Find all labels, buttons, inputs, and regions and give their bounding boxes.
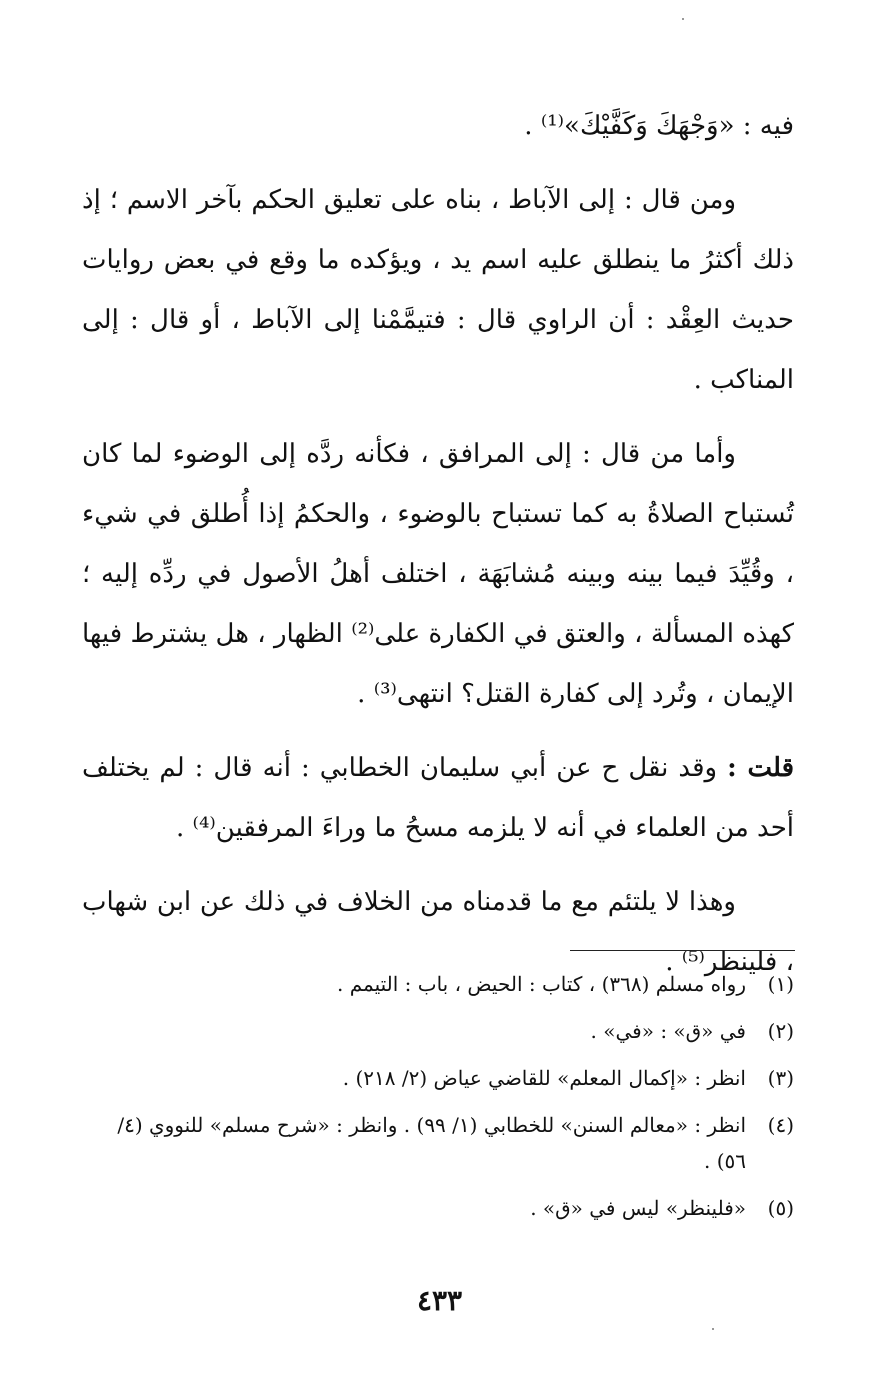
paragraph-1: فيه : «وَجْهَكَ وَكَفَّيْكَ»⁽¹⁾ . [524, 111, 794, 141]
page-number: ٤٣٣ [416, 1284, 463, 1317]
scan-speck [682, 18, 684, 20]
paragraph-4-text: وقد نقل ح عن أبي سليمان الخطابي : أنه قال : لم يختلف أحد من العلماء في أنه لا يلزمه مسحُ ما وراءَ المرفقين⁽⁴⁾ . [82, 753, 794, 843]
footnote-item [82, 1013, 794, 1049]
footnote-text: «فلينظر» ليس في «ق» . [530, 1196, 746, 1220]
footnote-item [82, 1060, 794, 1096]
footnote-number: (٣) [767, 1066, 794, 1090]
footnote-number: (٥) [767, 1196, 794, 1220]
footnote-item [82, 966, 794, 1002]
footnote-text: في «ق» : «في» . [590, 1019, 746, 1043]
footnote-number: (٢) [767, 1019, 794, 1043]
footnote-text: انظر : «إكمال المعلم» للقاضي عياض (٢/ ٢١٨) . [342, 1066, 746, 1090]
scan-speck [712, 1328, 714, 1330]
footnote-number: (١) [767, 972, 794, 996]
footnote-item [82, 1107, 794, 1179]
paragraph-2: ومن قال : إلى الآباط ، بناه على تعليق الحكم بآخر الاسم ؛ إذ ذلك أكثرُ ما ينطلق عليه اسم يد ، ويؤكده ما وقع في بعض روايات حديث العِقْد : أن الراوي قال : فتيمَّمْنا إلى الآباط ، أو قال : إلى المناكب . [82, 185, 794, 395]
footnote-item [82, 1190, 794, 1226]
paragraph-3: وأما من قال : إلى المرافق ، فكأنه ردَّه إلى الوضوء لما كان تُستباح الصلاةُ به كما تستباح بالوضوء ، والحكمُ إذا أُطلق في شيء ، وقُيِّدَ فيما بينه وبينه مُشابَهَة ، اختلف أهلُ الأصول في ردِّه إليه ؛ كهذه المسألة ، والعتق في الكفارة على⁽²⁾ الظهار ، هل يشترط فيها الإيمان ، وتُرد إلى كفارة القتل؟ انتهى⁽³⁾ . [82, 439, 794, 709]
footnote-text: رواه مسلم (٣٦٨) ، كتاب : الحيض ، باب : التيمم . [336, 972, 746, 996]
main-text [82, 96, 794, 992]
paragraph-5: وهذا لا يلتئم مع ما قدمناه من الخلاف في ذلك عن ابن شهاب ، فلينظر⁽⁵⁾ . [82, 887, 794, 977]
paragraph-4 [82, 738, 794, 858]
footnotes [82, 966, 794, 1237]
footnote-separator [570, 950, 795, 951]
footnote-number: (٤) [767, 1113, 794, 1137]
footnote-text: انظر : «معالم السنن» للخطابي (١/ ٩٩) . وانظر : «شرح مسلم» للنووي (٤/ ٥٦) . [117, 1113, 746, 1173]
paragraph-4-lead: قلت : [727, 753, 795, 783]
